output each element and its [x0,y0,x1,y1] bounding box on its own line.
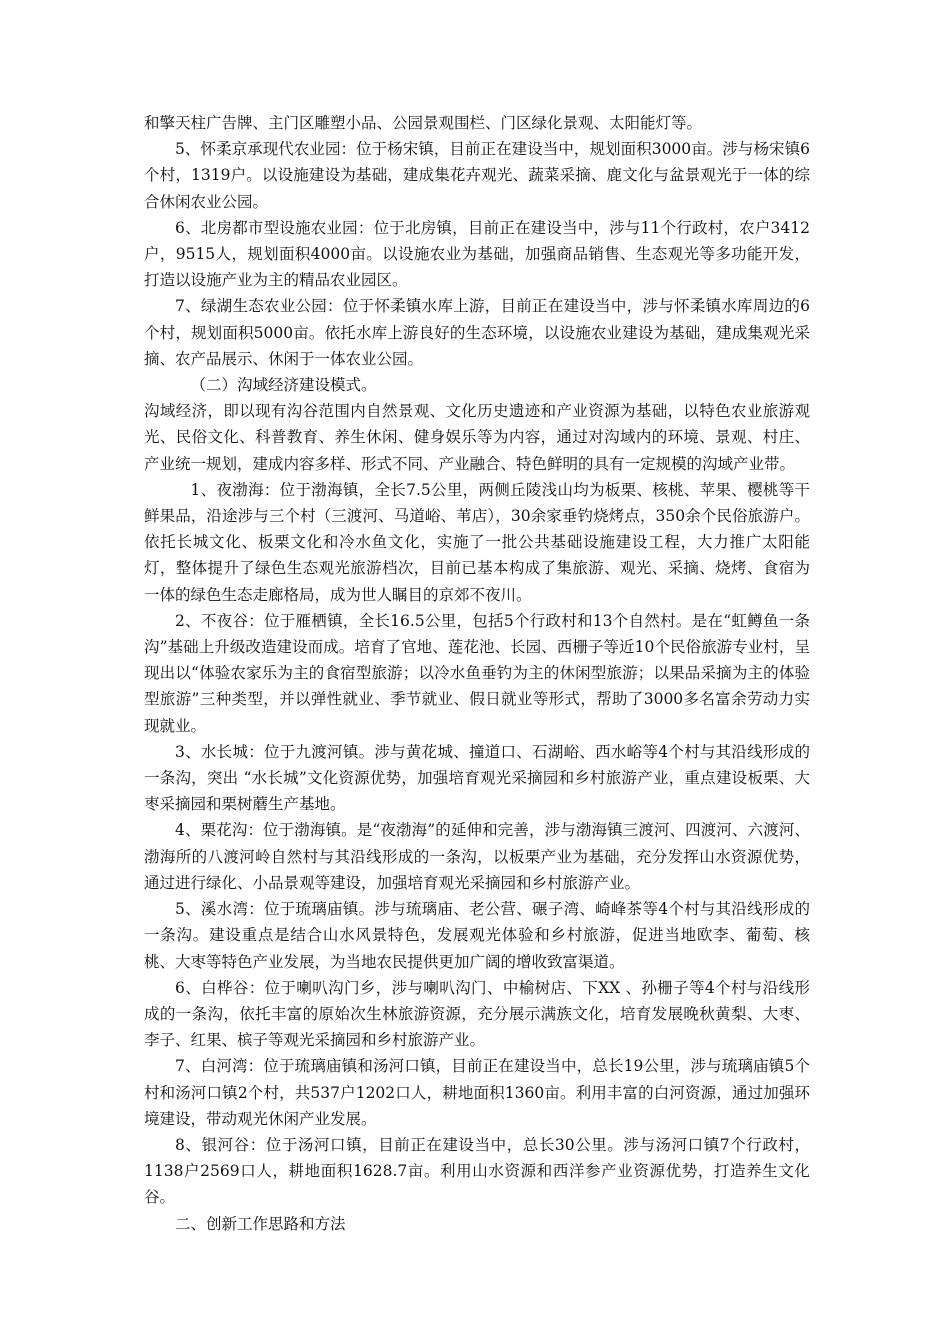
document-body [144,110,810,1237]
paragraph-8: 2、不夜谷：位于雁栖镇，全长16.5公里，包括5个行政村和13个自然村。是在“虹鳟鱼一条沟”基础上升级改造建设而成。培育了官地、莲花池、长园、西栅子等近10个民俗旅游专业村，呈现出以“体验农家乐为主的食宿型旅游；以冷水鱼垂钓为主的休闲型旅游；以果品采摘为主的体验型旅游”三种类型，并以弹性就业、季节就业、假日就业等形式，帮助了3000多名富余劳动力实现就业。 [144,611,810,735]
paragraph-13: 7、白河湾：位于琉璃庙镇和汤河口镇，目前正在建设当中，总长19公里，涉与琉璃庙镇5个村和汤河口镇2个村，共537户1202口人，耕地面积1360亩。利用丰富的白河资源，通过加强环境建设，带动观光休闲产业发展。 [144,1057,810,1128]
paragraph-1: 和擎天柱广告牌、主门区雕塑小品、公园景观围栏、门区绿化景观、太阳能灯等。 [144,114,703,132]
paragraph-2: 5、怀柔京承现代农业园：位于杨宋镇，目前正在建设当中，规划面积3000亩。涉与杨宋镇6个村，1319户。以设施建设为基础，建成集花卉观光、蔬菜采摘、鹿文化与盆景观光于一体的综合休闲农业公园。 [144,140,810,211]
paragraph-14: 8、银河谷：位于汤河口镇，目前正在建设当中，总长30公里。涉与汤河口镇7个行政村， 1138户2569口人，耕地面积1628.7亩。利用山水资源和西洋参产业资源优势，打造养生文化谷。 [144,1135,810,1207]
paragraph-10: 4、栗花沟：位于渤海镇。是“夜渤海”的延伸和完善，涉与渤海镇三渡河、四渡河、六渡河、渤海所的八渡河岭自然村与其沿线形成的一条沟，以板栗产业为基础，充分发挥山水资源优势，通过进行绿化、小品景观等建设，加强培育观光采摘园和乡村旅游产业。 [144,821,810,892]
paragraph-12: 6、白桦谷：位于喇叭沟门乡，涉与喇叭沟门、中榆树店、下XX 、孙栅子等4个村与沿线形成的一条沟，依托丰富的原始次生林旅游资源，充分展示满族文化，培育发展晚秋黄梨、大枣、李子、红果、槟子等观光采摘园和乡村旅游产业。 [144,978,810,1050]
paragraph-3: 6、北房都市型设施农业园：位于北房镇，目前正在建设当中，涉与11个行政村，农户3412户，9515人，规划面积4000亩。以设施农业为基础，加强商品销售、生态观光等多功能开发，打造以设施产业为主的精品农业园区。 [144,218,810,290]
paragraph-11: 5、溪水湾：位于琉璃庙镇。涉与琉璃庙、老公营、碾子湾、崎峰茶等4个村与其沿线形成的一条沟。建设重点是结合山水风景特色，发展观光体验和乡村旅游，促进当地欧李、葡萄、核桃、大枣等特色产业发展，为当地农民提供更加广阔的增收致富渠道。 [144,900,810,971]
paragraph-9: 3、水长城：位于九渡河镇。涉与黄花城、撞道口、石湖峪、西水峪等4个村与其沿线形成的一条沟，突出 “水长城”文化资源优势，加强培育观光采摘园和乡村旅游产业，重点建设板栗、大枣采摘园和栗树蘑生产基地。 [144,742,810,814]
paragraph-7: 1、夜渤海：位于渤海镇，全长7.5公里，两侧丘陵浅山均为板栗、核桃、苹果、樱桃等干鲜果品，沿途涉与三个村（三渡河、马道峪、苇店），30余家垂钓烧烤点，350余个民俗旅游户。依托长城文化、板栗文化和冷水鱼文化，实施了一批公共基础设施建设工程，大力推广太阳能灯，整体提升了绿色生态观光旅游档次，目前已基本构成了集旅游、观光、采摘、烧烤、食宿为一体的绿色生态走廊格局，成为世人瞩目的京郊不夜川。 [144,480,810,604]
section-heading-2: 二、创新工作思路和方法 [175,1214,346,1233]
paragraph-4: 7、绿湖生态农业公园：位于怀柔镇水库上游，目前正在建设当中，涉与怀柔镇水库周边的6个村，规划面积5000亩。依托水库上游良好的生态环境，以设施农业建设为基础，建成集观光采摘、农产品展示、休闲于一体农业公园。 [144,297,810,368]
paragraph-intro: 沟域经济，即以现有沟谷范围内自然景观、文化历史遗迹和产业资源为基础，以特色农业旅游观光、民俗文化、科普教育、养生休闲、健身娱乐等为内容，通过对沟域内的环境、景观、村庄、产业统一规划，建成内容多样、形式不同、产业融合、特色鲜明的具有一定规模的沟域产业带。 [144,402,810,473]
section-heading: （二）沟域经济建设模式。 [190,376,377,395]
